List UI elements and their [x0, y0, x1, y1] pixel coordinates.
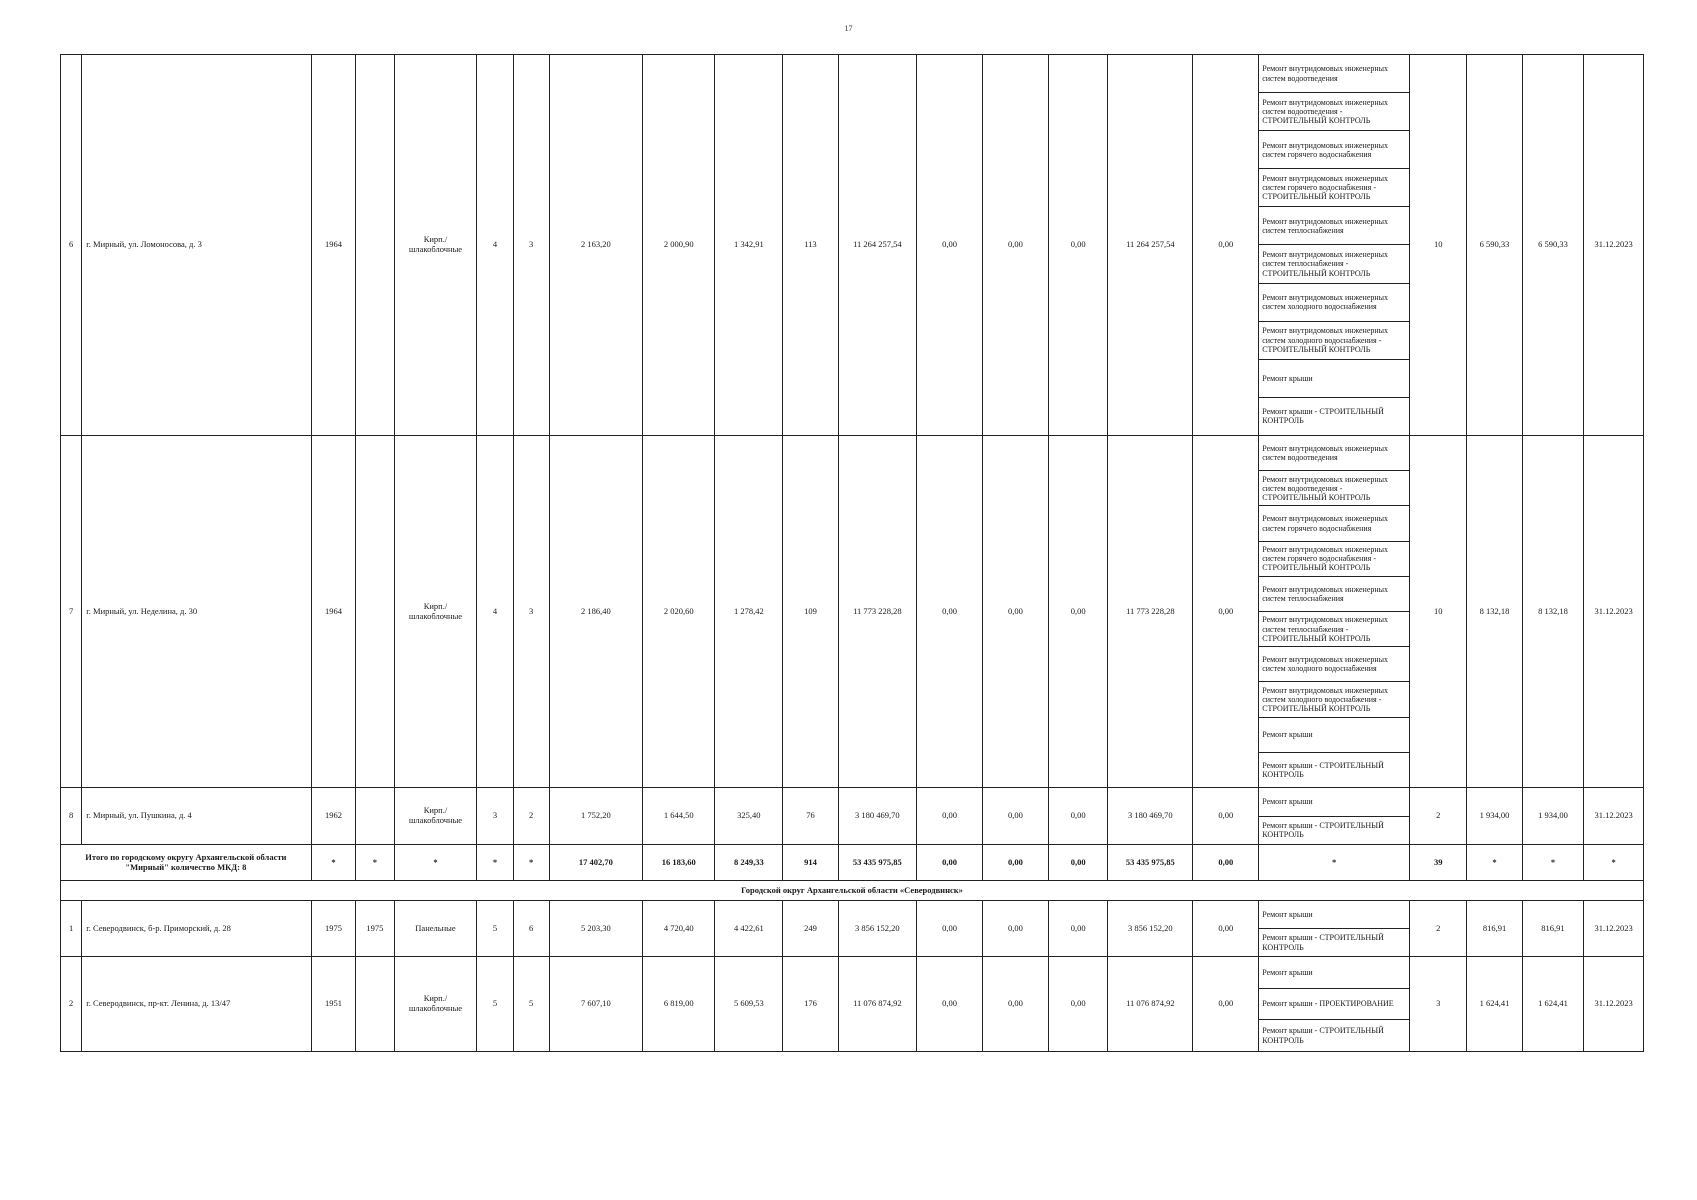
works-list-cell: [1259, 55, 1410, 436]
work-item-label: Ремонт внутридомовых инженерных систем горячего водоснабжения - СТРОИТЕЛЬНЫЙ КОНТРОЛЬ: [1262, 174, 1389, 202]
total-unit-cost-cell: *: [1467, 845, 1522, 881]
area-total-cell: 2 186,40: [549, 436, 642, 788]
cost-total-cell: 11 773 228,28: [838, 436, 917, 788]
work-item: [1259, 207, 1409, 245]
work-item-label: Ремонт внутридомовых инженерных систем холодного водоснабжения: [1262, 655, 1389, 674]
total-c6-cell: *: [513, 845, 549, 881]
work-item: [1259, 929, 1409, 956]
fund-local-cell: 0,00: [1048, 436, 1107, 788]
row-number: 2: [61, 957, 82, 1052]
floors-cell: 4: [477, 55, 513, 436]
fund-federal-cell: 0,00: [917, 957, 983, 1052]
fund-local-cell: 0,00: [1048, 901, 1107, 957]
address-cell: г. Северодвинск, б-р. Приморский, д. 28: [82, 901, 311, 957]
area-premises-cell: 2 000,90: [643, 55, 715, 436]
year-built-cell: 1962: [311, 788, 356, 845]
work-item-label: Ремонт внутридомовых инженерных систем горячего водоснабжения - СТРОИТЕЛЬНЫЙ КОНТРОЛЬ: [1262, 544, 1389, 573]
page-number: 17: [844, 24, 853, 33]
area-premises-cell: 6 819,00: [643, 957, 715, 1052]
area-residential-cell: 5 609,53: [715, 957, 783, 1052]
capital-repair-table: [60, 54, 1644, 1052]
work-item: [1259, 753, 1409, 787]
total-fund-owners-cell: 53 435 975,85: [1108, 845, 1193, 881]
fund-regional-cell: 0,00: [983, 55, 1049, 436]
area-total-cell: 1 752,20: [549, 788, 642, 845]
work-item: [1259, 284, 1409, 322]
total-deadline-cell: *: [1584, 845, 1644, 881]
works-count-cell: 10: [1410, 55, 1467, 436]
work-item: [1259, 471, 1409, 506]
unit-cost-cell: 1 934,00: [1467, 788, 1522, 845]
total-works-count-cell: 39: [1410, 845, 1467, 881]
area-total-cell: 5 203,30: [549, 901, 642, 957]
address-cell: г. Мирный, ул. Ломоносова, д. 3: [82, 55, 311, 436]
work-item: [1259, 322, 1409, 360]
year-reconstruct-cell: [356, 957, 394, 1052]
fund-federal-cell: 0,00: [917, 436, 983, 788]
unit-cost-cell: 816,91: [1467, 901, 1522, 957]
entrances-cell: 2: [513, 788, 549, 845]
work-item-label: Ремонт крыши - СТРОИТЕЛЬНЫЙ КОНТРОЛЬ: [1262, 1026, 1384, 1045]
year-reconstruct-cell: 1975: [356, 901, 394, 957]
work-item: [1259, 612, 1409, 647]
work-item: [1259, 957, 1409, 989]
fund-owners-cell: 3 856 152,20: [1108, 901, 1193, 957]
entrances-cell: 5: [513, 957, 549, 1052]
works-count-cell: 2: [1410, 788, 1467, 845]
limit-cost-cell: 6 590,33: [1522, 55, 1584, 436]
work-item: [1259, 398, 1409, 435]
work-item: [1259, 245, 1409, 283]
fund-regional-cell: 0,00: [983, 901, 1049, 957]
unit-cost-cell: 6 590,33: [1467, 55, 1522, 436]
works-list: [1259, 436, 1409, 787]
deadline-cell: 31.12.2023: [1584, 55, 1644, 436]
row-number: 6: [61, 55, 82, 436]
walls-material-cell: Кирп./ шлакоблочные: [394, 55, 477, 436]
work-item: [1259, 360, 1409, 398]
work-item-label: Ремонт внутридомовых инженерных систем холодного водоснабжения - СТРОИТЕЛЬНЫЙ КОНТРОЛЬ: [1262, 685, 1389, 714]
table-row: [61, 901, 1644, 957]
work-item: [1259, 169, 1409, 207]
total-row: [61, 845, 1644, 881]
address-cell: г. Северодвинск, пр-кт. Ленина, д. 13/47: [82, 957, 311, 1052]
work-item: [1259, 1020, 1409, 1051]
fund-regional-cell: 0,00: [983, 436, 1049, 788]
work-item: [1259, 436, 1409, 471]
residents-cell: 76: [783, 788, 838, 845]
area-residential-cell: 4 422,61: [715, 901, 783, 957]
works-list: [1259, 788, 1409, 844]
residents-cell: 113: [783, 55, 838, 436]
work-item-label: Ремонт крыши - СТРОИТЕЛЬНЫЙ КОНТРОЛЬ: [1262, 760, 1384, 779]
works-list-cell: [1259, 788, 1410, 845]
limit-cost-cell: 1 934,00: [1522, 788, 1584, 845]
year-reconstruct-cell: [356, 788, 394, 845]
total-fund-reg-cell: 0,00: [983, 845, 1049, 881]
work-item-label: Ремонт крыши - СТРОИТЕЛЬНЫЙ КОНТРОЛЬ: [1262, 821, 1384, 840]
total-fund-other-cell: 0,00: [1193, 845, 1259, 881]
total-cost-total-cell: 53 435 975,85: [838, 845, 917, 881]
work-item-label: Ремонт крыши: [1262, 730, 1313, 740]
residents-cell: 109: [783, 436, 838, 788]
area-premises-cell: 1 644,50: [643, 788, 715, 845]
walls-material-cell: Кирп./ шлакоблочные: [394, 788, 477, 845]
year-built-cell: 1964: [311, 436, 356, 788]
area-premises-cell: 4 720,40: [643, 901, 715, 957]
work-item-label: Ремонт внутридомовых инженерных систем теплоснабжения - СТРОИТЕЛЬНЫЙ КОНТРОЛЬ: [1262, 250, 1389, 278]
total-c3-cell: *: [356, 845, 394, 881]
deadline-cell: 31.12.2023: [1584, 788, 1644, 845]
table-row: [61, 55, 1644, 436]
works-list-cell: [1259, 436, 1410, 788]
cost-total-cell: 11 076 874,92: [838, 957, 917, 1052]
work-item-label: Ремонт внутридомовых инженерных систем теплоснабжения: [1262, 584, 1389, 603]
works-count-cell: 3: [1410, 957, 1467, 1052]
total-area-residential-cell: 8 249,33: [715, 845, 783, 881]
work-item-label: Ремонт внутридомовых инженерных систем водоотведения - СТРОИТЕЛЬНЫЙ КОНТРОЛЬ: [1262, 97, 1389, 126]
fund-local-cell: 0,00: [1048, 788, 1107, 845]
year-built-cell: 1975: [311, 901, 356, 957]
year-reconstruct-cell: [356, 436, 394, 788]
fund-other-cell: 0,00: [1193, 901, 1259, 957]
area-residential-cell: 1 278,42: [715, 436, 783, 788]
cost-total-cell: 11 264 257,54: [838, 55, 917, 436]
work-item: [1259, 647, 1409, 682]
work-item-label: Ремонт внутридомовых инженерных систем горячего водоснабжения: [1262, 140, 1389, 159]
address-cell: г. Мирный, ул. Пушкина, д. 4: [82, 788, 311, 845]
fund-federal-cell: 0,00: [917, 901, 983, 957]
total-c2-cell: *: [311, 845, 356, 881]
row-number: 8: [61, 788, 82, 845]
floors-cell: 5: [477, 957, 513, 1052]
work-item-label: Ремонт внутридомовых инженерных систем водоотведения - СТРОИТЕЛЬНЫЙ КОНТРОЛЬ: [1262, 474, 1389, 502]
region-header: Городской округ Архангельской области «Северодвинск»: [61, 881, 1644, 901]
work-item: [1259, 577, 1409, 612]
work-item-label: Ремонт внутридомовых инженерных систем водоотведения: [1262, 443, 1389, 463]
fund-other-cell: 0,00: [1193, 55, 1259, 436]
floors-cell: 3: [477, 788, 513, 845]
fund-federal-cell: 0,00: [917, 55, 983, 436]
fund-other-cell: 0,00: [1193, 957, 1259, 1052]
total-area-total-cell: 17 402,70: [549, 845, 642, 881]
area-residential-cell: 1 342,91: [715, 55, 783, 436]
total-c5-cell: *: [477, 845, 513, 881]
row-number: 1: [61, 901, 82, 957]
walls-material-cell: Кирп./ шлакоблочные: [394, 957, 477, 1052]
total-label: Итого по городскому округу Архангельской области "Мирный" количество МКД: 8: [61, 845, 312, 881]
year-reconstruct-cell: [356, 55, 394, 436]
deadline-cell: 31.12.2023: [1584, 957, 1644, 1052]
work-item-label: Ремонт крыши - СТРОИТЕЛЬНЫЙ КОНТРОЛЬ: [1262, 933, 1384, 952]
work-item: [1259, 989, 1409, 1021]
work-item-label: Ремонт крыши: [1262, 373, 1313, 383]
fund-local-cell: 0,00: [1048, 957, 1107, 1052]
address-cell: г. Мирный, ул. Неделина, д. 30: [82, 436, 311, 788]
fund-owners-cell: 3 180 469,70: [1108, 788, 1193, 845]
walls-material-cell: Панельные: [394, 901, 477, 957]
total-fund-local-cell: 0,00: [1048, 845, 1107, 881]
limit-cost-cell: 816,91: [1522, 901, 1584, 957]
work-item-label: Ремонт внутридомовых инженерных систем теплоснабжения - СТРОИТЕЛЬНЫЙ КОНТРОЛЬ: [1262, 615, 1389, 643]
work-item: [1259, 506, 1409, 541]
limit-cost-cell: 8 132,18: [1522, 436, 1584, 788]
fund-owners-cell: 11 264 257,54: [1108, 55, 1193, 436]
entrances-cell: 3: [513, 436, 549, 788]
works-list: [1259, 901, 1409, 956]
fund-regional-cell: 0,00: [983, 957, 1049, 1052]
deadline-cell: 31.12.2023: [1584, 901, 1644, 957]
works-list: [1259, 957, 1409, 1051]
work-item: [1259, 901, 1409, 929]
fund-owners-cell: 11 773 228,28: [1108, 436, 1193, 788]
region-header-row: [61, 881, 1644, 901]
residents-cell: 176: [783, 957, 838, 1052]
year-built-cell: 1964: [311, 55, 356, 436]
area-premises-cell: 2 020,60: [643, 436, 715, 788]
work-item-label: Ремонт крыши - СТРОИТЕЛЬНЫЙ КОНТРОЛЬ: [1262, 407, 1384, 426]
floors-cell: 5: [477, 901, 513, 957]
unit-cost-cell: 1 624,41: [1467, 957, 1522, 1052]
work-item-label: Ремонт внутридомовых инженерных систем теплоснабжения: [1262, 216, 1389, 235]
work-item-label: Ремонт крыши: [1262, 909, 1313, 919]
work-item-label: Ремонт внутридомовых инженерных систем горячего водоснабжения: [1262, 514, 1389, 533]
work-item: [1259, 817, 1409, 845]
work-item-label: Ремонт крыши - ПРОЕКТИРОВАНИЕ: [1262, 999, 1394, 1009]
table-row: [61, 957, 1644, 1052]
table-row: [61, 436, 1644, 788]
work-item: [1259, 55, 1409, 93]
works-count-cell: 10: [1410, 436, 1467, 788]
floors-cell: 4: [477, 436, 513, 788]
unit-cost-cell: 8 132,18: [1467, 436, 1522, 788]
total-area-premises-cell: 16 183,60: [643, 845, 715, 881]
residents-cell: 249: [783, 901, 838, 957]
work-item-label: Ремонт внутридомовых инженерных систем холодного водоснабжения: [1262, 292, 1389, 312]
total-residents-cell: 914: [783, 845, 838, 881]
fund-owners-cell: 11 076 874,92: [1108, 957, 1193, 1052]
total-works-cell: *: [1259, 845, 1410, 881]
works-list: [1259, 55, 1409, 435]
cost-total-cell: 3 856 152,20: [838, 901, 917, 957]
row-number: 7: [61, 436, 82, 788]
area-residential-cell: 325,40: [715, 788, 783, 845]
year-built-cell: 1951: [311, 957, 356, 1052]
works-list-cell: [1259, 901, 1410, 957]
work-item-label: Ремонт внутридомовых инженерных систем холодного водоснабжения - СТРОИТЕЛЬНЫЙ КОНТРОЛЬ: [1262, 326, 1389, 354]
deadline-cell: 31.12.2023: [1584, 436, 1644, 788]
works-count-cell: 2: [1410, 901, 1467, 957]
work-item: [1259, 682, 1409, 717]
works-list-cell: [1259, 957, 1410, 1052]
walls-material-cell: Кирп./ шлакоблочные: [394, 436, 477, 788]
limit-cost-cell: 1 624,41: [1522, 957, 1584, 1052]
fund-federal-cell: 0,00: [917, 788, 983, 845]
total-limit-cost-cell: *: [1522, 845, 1584, 881]
cost-total-cell: 3 180 469,70: [838, 788, 917, 845]
entrances-cell: 6: [513, 901, 549, 957]
fund-local-cell: 0,00: [1048, 55, 1107, 436]
total-fund-fed-cell: 0,00: [917, 845, 983, 881]
work-item: [1259, 788, 1409, 817]
work-item: [1259, 718, 1409, 753]
table-row: [61, 788, 1644, 845]
work-item: [1259, 542, 1409, 577]
area-total-cell: 2 163,20: [549, 55, 642, 436]
work-item-label: Ремонт крыши: [1262, 967, 1313, 977]
area-total-cell: 7 607,10: [549, 957, 642, 1052]
entrances-cell: 3: [513, 55, 549, 436]
total-c4-cell: *: [394, 845, 477, 881]
work-item: [1259, 131, 1409, 169]
fund-other-cell: 0,00: [1193, 788, 1259, 845]
fund-regional-cell: 0,00: [983, 788, 1049, 845]
work-item-label: Ремонт внутридомовых инженерных систем водоотведения: [1262, 64, 1389, 83]
fund-other-cell: 0,00: [1193, 436, 1259, 788]
work-item: [1259, 93, 1409, 131]
work-item-label: Ремонт крыши: [1262, 797, 1313, 807]
